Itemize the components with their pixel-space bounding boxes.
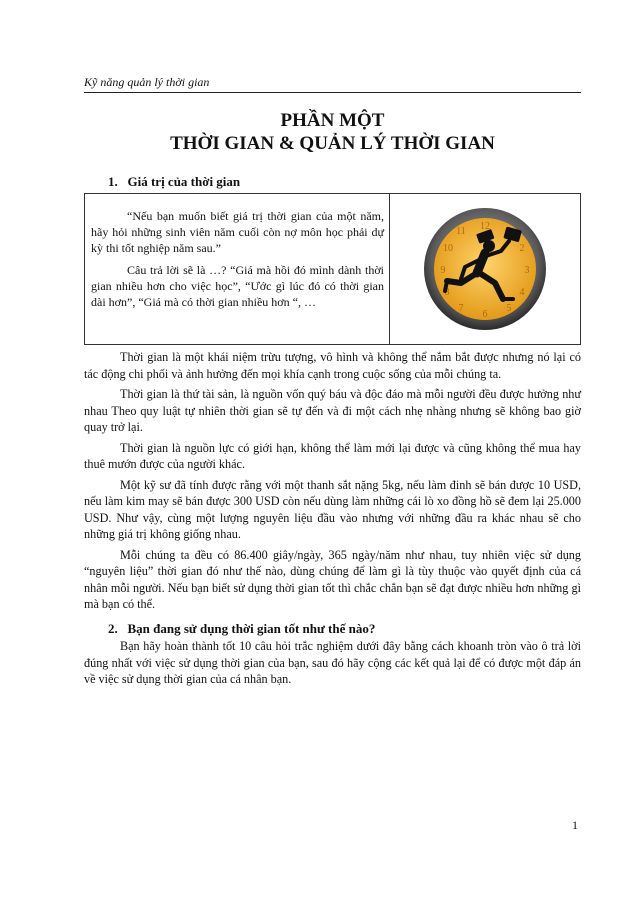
page-number: 1: [572, 818, 578, 832]
body-paragraph: Thời gian là thứ tài sản, là nguồn vốn quý báu và độc đáo mà mỗi người đều được hưởng như nhau Theo quy luật tự nhiên thời gian sẽ tự đến và đi một cách nhẹ nhàng nhưng sẽ không bao giờ quay trở lại.: [84, 387, 581, 434]
quote-paragraph: Câu trả lời sẽ là …? “Giá mà hồi đó mình dành thời gian nhiều hơn cho việc học”, “Ước gì lúc đó có thời gian dài hơn”, “Giá mà có thời gian nhiều hơn “, …: [91, 263, 384, 309]
running-clock-icon: [423, 207, 547, 331]
section2-body: [84, 638, 581, 692]
body-paragraph: Một kỹ sư đã tính được rằng với một thanh sắt nặng 5kg, nếu làm đinh sẽ bán được 10 USD, nếu làm kim may sẽ bán được 300 USD còn nếu dùng làm những cái lò xo đồng hồ sẽ đem lại 25.000 USD. Như vậy, cùng một lượng nguyên liệu đầu vào nhưng với những đầu ra khác nhau sẽ cho những giá trị không giống nhau.: [84, 477, 581, 541]
clock-numeral: 7: [458, 303, 464, 314]
clock-numeral: 8: [444, 287, 450, 298]
clock-numeral: 4: [519, 287, 525, 298]
section2-number: 2.: [108, 621, 118, 636]
section2-title: Bạn đang sử dụng thời gian tốt như thế nào?: [127, 621, 376, 636]
clock-numeral: 5: [506, 303, 512, 314]
body-paragraph: Thời gian là một khái niệm trừu tượng, vô hình và không thể nắm bắt được nhưng nó lại có tác động chi phối và ảnh hưởng đến mọi khía cạnh trong cuộc sống của mỗi chúng ta.: [84, 350, 581, 381]
clock-numeral: 10: [443, 243, 453, 254]
image-cell: [390, 194, 580, 344]
body-paragraph: Bạn hãy hoàn thành tốt 10 câu hỏi trắc nghiệm dưới đây bằng cách khoanh tròn vào ô trả lời đúng nhất với việc sử dụng thời gian của bạn, sau đó hãy cộng các kết quả lại để có được một đáp án về việc sử dụng thời gian của cá nhân bạn.: [84, 639, 581, 686]
clock-numeral: 12: [480, 221, 490, 232]
body-paragraph: Thời gian là nguồn lực có giới hạn, không thể làm mới lại được và cũng không thể mua hay thuê mướn được của người khác.: [84, 440, 581, 471]
quote-table: [84, 193, 581, 345]
section1-heading: [108, 174, 240, 190]
clock-numeral: 6: [482, 309, 488, 320]
section1-body: [84, 349, 581, 617]
clock-numeral: 9: [440, 265, 446, 276]
running-header: Kỹ năng quản lý thời gian: [84, 75, 210, 89]
section1-title: Giá trị của thời gian: [127, 174, 241, 189]
section2-heading: [108, 621, 375, 637]
body-paragraph: Mỗi chúng ta đều có 86.400 giây/ngày, 365 ngày/năm như nhau, tuy nhiên việc sử dụng “nguyên liệu” thời gian đó như thế nào, dùng chúng để làm gì là tùy thuộc vào quyết định của cá nhân mỗi người. Nếu bạn biết sử dụng thời gian tốt thì chắc chắn bạn sẽ đạt được nhiều hơn những gì mà bạn có thể.: [84, 547, 581, 611]
clock-numeral: 3: [524, 265, 530, 276]
part-title: PHẦN MỘT: [280, 110, 385, 131]
main-title: THỜI GIAN & QUẢN LÝ THỜI GIAN: [170, 133, 495, 154]
quote-paragraph: “Nếu bạn muốn biết giá trị thời gian của một năm, hãy hỏi những sinh viên năm cuối còn nợ môn học phải dự kỳ thi tốt nghiệp năm sau.”: [91, 209, 384, 255]
section1-number: 1.: [108, 174, 118, 189]
clock-numeral: 2: [519, 243, 525, 254]
clock-numeral: 11: [456, 226, 466, 237]
quote-cell: [85, 194, 390, 344]
header-rule: [84, 92, 581, 93]
